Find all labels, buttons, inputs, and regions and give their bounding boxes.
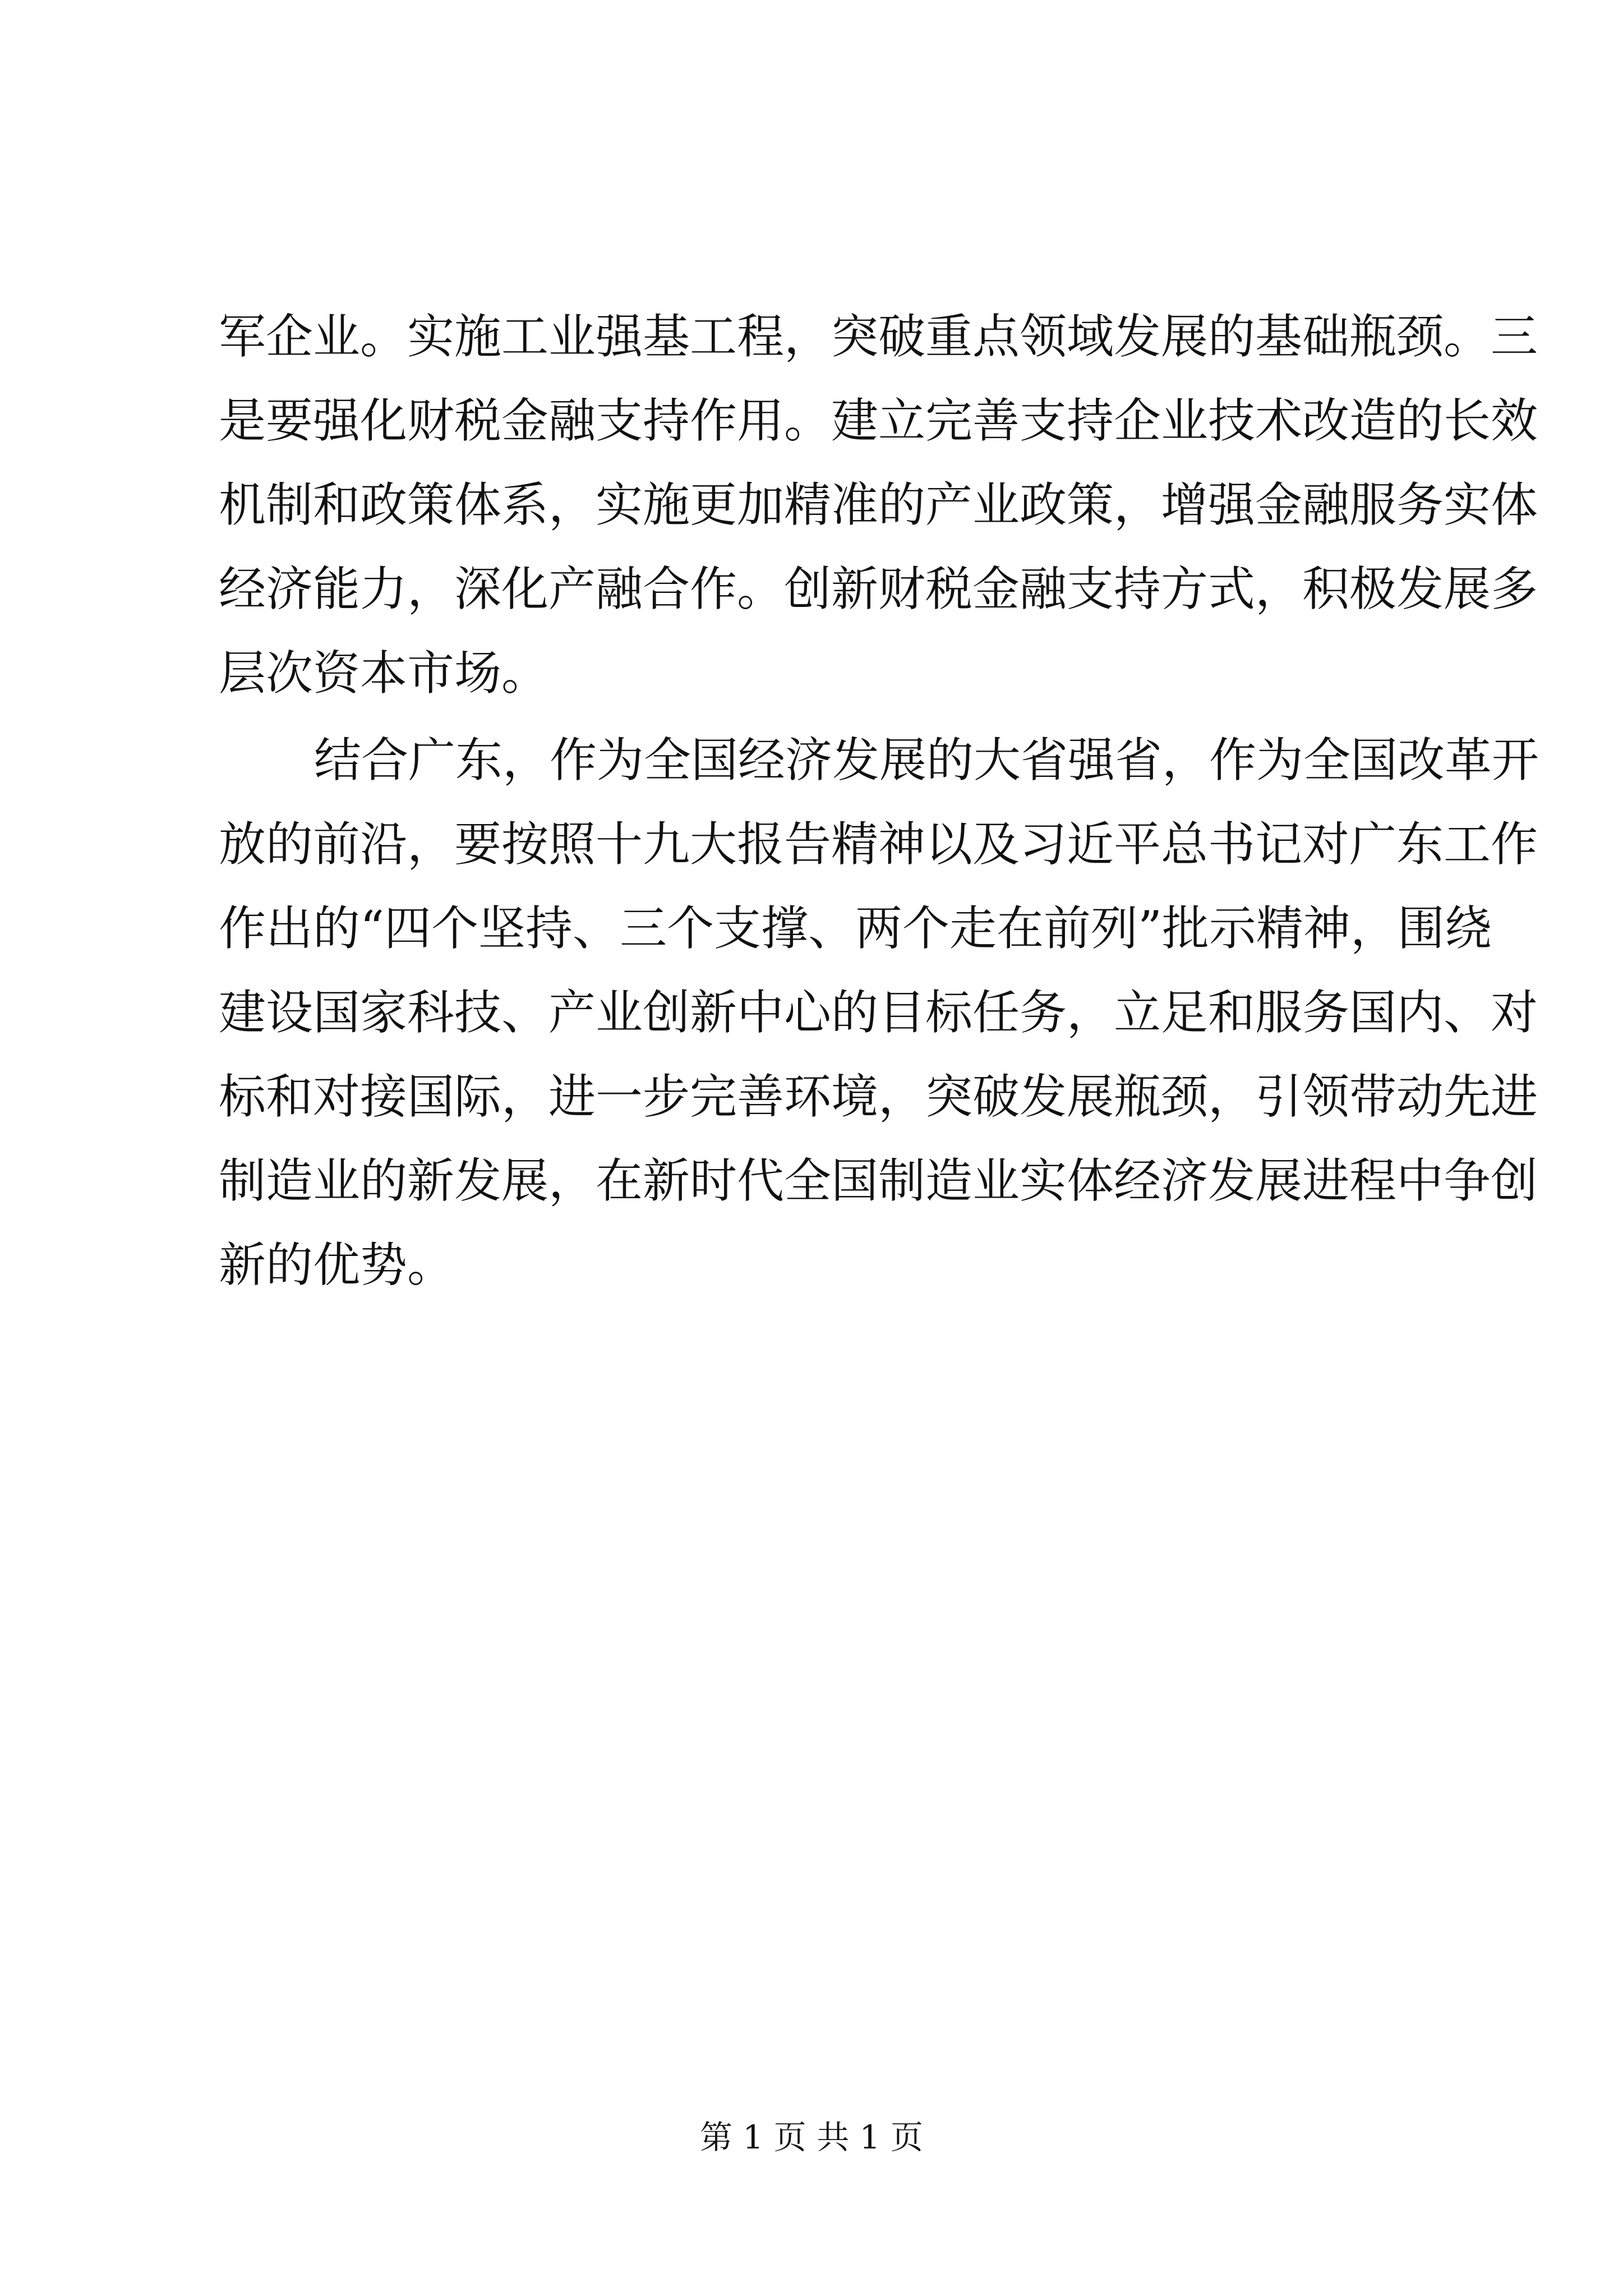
paragraph-1-line-3: 机制和政策体系，实施更加精准的产业政策，增强金融服务实体 bbox=[219, 477, 1538, 532]
paragraph-2-line-6: 制造业的新发展，在新时代全国制造业实体经济发展进程中争创 bbox=[219, 1153, 1538, 1208]
paragraph-2-line-2: 放的前沿，要按照十九大报告精神以及习近平总书记对广东工作 bbox=[219, 817, 1538, 872]
paragraph-2-line-7: 新的优势。 bbox=[219, 1237, 455, 1292]
paragraph-1-line-2: 是要强化财税金融支持作用。建立完善支持企业技术改造的长效 bbox=[219, 393, 1538, 448]
paragraph-2-line-3: 作出的“四个坚持、三个支撑、两个走在前列”批示精神，围绕 bbox=[219, 901, 1492, 956]
paragraph-2-line-5: 标和对接国际，进一步完善环境，突破发展瓶颈，引领带动先进 bbox=[219, 1069, 1538, 1124]
paragraph-1-line-4: 经济能力，深化产融合作。创新财税金融支持方式，积极发展多 bbox=[219, 562, 1538, 616]
paragraph-1-line-5: 层次资本市场。 bbox=[219, 646, 549, 701]
paragraph-2-line-1: 结合广东，作为全国经济发展的大省强省，作为全国改革开 bbox=[314, 733, 1539, 788]
paragraph-1-line-1: 军企业。实施工业强基工程，突破重点领域发展的基础瓶颈。三 bbox=[219, 309, 1538, 364]
page-number-footer: 第 1 页 共 1 页 bbox=[700, 2118, 923, 2156]
paragraph-2-line-4: 建设国家科技、产业创新中心的目标任务，立足和服务国内、对 bbox=[219, 985, 1538, 1040]
